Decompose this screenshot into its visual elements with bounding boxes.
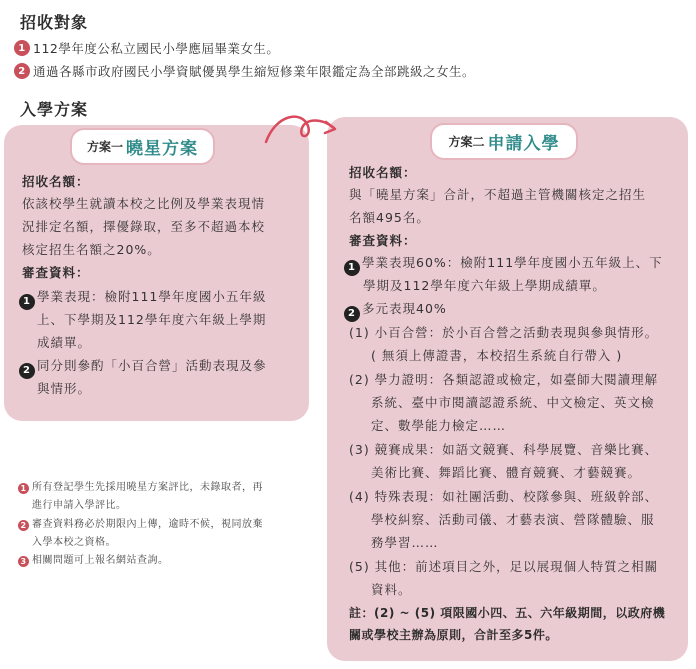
plan2-review-label: 審查資料： bbox=[349, 233, 417, 248]
plan2-subitem-line: (5) 其他：前述項目之外，足以展現個人特質之相關 bbox=[349, 559, 659, 574]
plan2-item-1-line: 學期及112學年度六年級上學期成績單。 bbox=[363, 278, 606, 293]
footnote-line: 所有登記學生先採用曉星方案評比，未錄取者，再 bbox=[32, 482, 263, 493]
plan1-badge bbox=[70, 128, 215, 165]
plan2-quota-line: 名額495名。 bbox=[349, 210, 430, 225]
number-badge-1: 1 bbox=[19, 294, 35, 310]
plan1-quota-label: 招收名額： bbox=[22, 174, 90, 189]
footnote-1 bbox=[18, 478, 263, 494]
methods-title: 入學方案 bbox=[20, 100, 89, 119]
plan2-subitem-line: 資料。 bbox=[371, 582, 412, 597]
plan2-item-1-line: 學業表現60%：檢附111學年度國小五年級上、下 bbox=[362, 255, 663, 270]
footnote-line: 進行申請入學評比。 bbox=[32, 500, 127, 511]
number-badge-2: 2 bbox=[14, 63, 30, 79]
admission-item-1 bbox=[14, 39, 279, 57]
admission-item-text: 112學年度公私立國民小學應屆畢業女生。 bbox=[33, 41, 280, 56]
plan1-item-1-line: 學業表現：檢附111學年度國小五年級 bbox=[37, 289, 267, 304]
number-badge-2: 2 bbox=[344, 306, 360, 322]
plan2-item-2 bbox=[344, 299, 447, 322]
plan2-subitem-line: (2) 學力證明：各類認證或檢定，如臺師大閱讀理解 bbox=[349, 372, 659, 387]
curved-arrow-icon bbox=[262, 108, 342, 148]
plan2-quota-line: 與「曉星方案」合計，不超過主管機關核定之招生 bbox=[349, 187, 647, 202]
plan2-badge bbox=[430, 123, 578, 160]
number-badge-2: 2 bbox=[19, 363, 35, 379]
plan2-subitem-line: (3) 競賽成果：如語文競賽、科學展覽、音樂比賽、 bbox=[349, 442, 659, 457]
admission-item-2 bbox=[14, 62, 475, 80]
plan2-subitem-line: 學校糾察、活動司儀、才藝表演、營隊體驗、服 bbox=[371, 512, 655, 527]
plan1-badge-prefix: 方案一 bbox=[86, 140, 123, 154]
plan2-subitem-line: ( 無須上傳證書，本校招生系統自行帶入 ) bbox=[371, 348, 623, 363]
plan1-quota-line: 核定招生名額之20%。 bbox=[22, 242, 161, 257]
plan2-subitem-line: (1) 小百合營：於小百合營之活動表現與參與情形。 bbox=[349, 325, 659, 340]
plan1-quota-line: 況排定名額，擇優錄取，至多不超過本校 bbox=[22, 219, 266, 234]
footnote-2 bbox=[18, 515, 263, 531]
plan2-subitem-line: 務學習…… bbox=[371, 535, 439, 550]
admission-item-text: 通過各縣市政府國民小學資賦優異學生縮短修業年限鑑定為全部跳級之女生。 bbox=[33, 64, 476, 79]
plan2-badge-prefix: 方案二 bbox=[448, 135, 485, 149]
number-badge-1: 1 bbox=[344, 260, 360, 276]
footnote-line: 相關問題可上報名網站查詢。 bbox=[32, 555, 169, 566]
admission-title: 招收對象 bbox=[20, 13, 89, 32]
plan1-badge-name: 曉星方案 bbox=[126, 139, 198, 159]
number-badge-2: 2 bbox=[18, 520, 29, 531]
number-badge-1: 1 bbox=[14, 40, 30, 56]
plan2-note-line: 關或學校主辦為原則，合計至多5件。 bbox=[349, 628, 558, 642]
plan2-quota-label: 招收名額： bbox=[349, 165, 417, 180]
plan2-item-2-label: 多元表現40% bbox=[362, 301, 447, 316]
plan2-subitem-line: 定、數學能力檢定…… bbox=[371, 418, 507, 433]
plan1-quota-line: 依該校學生就讀本校之比例及學業表現情 bbox=[22, 196, 266, 211]
number-badge-1: 1 bbox=[18, 483, 29, 494]
footnote-line: 審查資料務必於期限內上傳，逾時不候，視同放棄 bbox=[32, 519, 263, 530]
plan2-subitem-line: (4) 特殊表現：如社團活動、校隊參與、班級幹部、 bbox=[349, 489, 659, 504]
plan2-badge-name: 申請入學 bbox=[487, 134, 560, 154]
plan2-subitem-line: 美術比賽、舞蹈比賽、體育競賽、才藝競賽。 bbox=[371, 465, 642, 480]
plan1-item-2 bbox=[19, 356, 267, 379]
plan2-item-1 bbox=[344, 253, 663, 276]
footnote-line: 入學本校之資格。 bbox=[32, 537, 116, 548]
plan1-review-label: 審查資料： bbox=[22, 265, 90, 280]
plan1-item-1-line: 上、下學期及112學年度六年級上學期 bbox=[37, 312, 267, 327]
plan1-item-2-line: 同分則參酌「小百合營」活動表現及參 bbox=[37, 358, 267, 373]
plan2-subitem-line: 系統、臺中市閱讀認證系統、中文檢定、英文檢 bbox=[371, 395, 655, 410]
plan1-item-2-line: 與情形。 bbox=[37, 381, 92, 396]
plan2-note-line: 註：(2) ~ (5) 項限國小四、五、六年級期間，以政府機 bbox=[349, 606, 666, 620]
number-badge-3: 3 bbox=[18, 556, 29, 567]
plan1-item-1 bbox=[19, 287, 266, 310]
footnote-3 bbox=[18, 551, 169, 567]
plan1-item-1-line: 成績單。 bbox=[37, 335, 92, 350]
